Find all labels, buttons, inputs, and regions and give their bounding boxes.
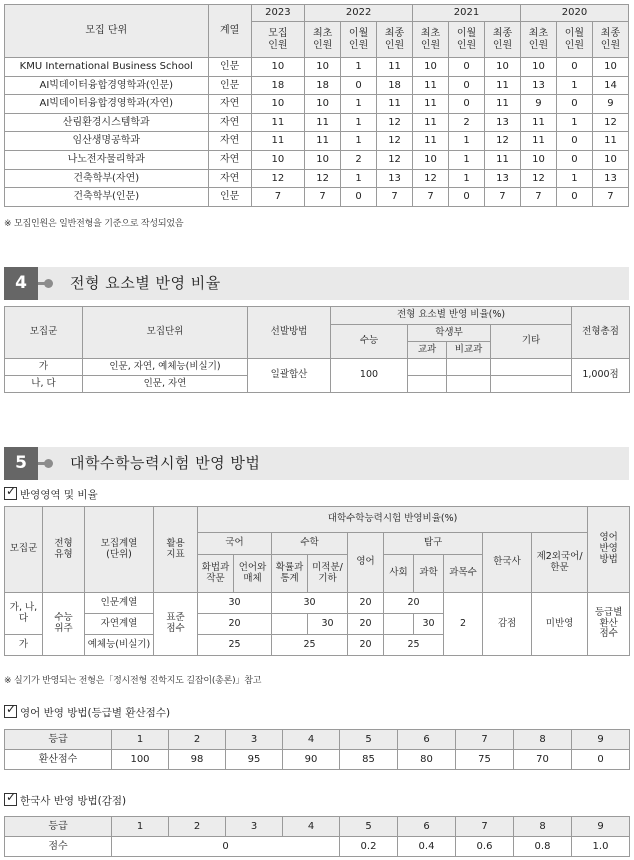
ratio-header: 전형 요소별 반영 비율(%) [331, 307, 572, 325]
value-cell: 1 [556, 113, 592, 132]
grade-cell: 7 [456, 817, 514, 837]
value-cell: 11 [251, 132, 304, 151]
value-cell: 12 [413, 169, 449, 188]
value-cell: 12 [251, 169, 304, 188]
value-cell: 11 [484, 150, 520, 169]
value-cell: 12 [520, 169, 556, 188]
table-row [5, 132, 629, 151]
group-cell: 가, 나, 다 [5, 593, 43, 635]
section-4-banner [4, 267, 629, 300]
col-field-header: 계열 [208, 5, 251, 58]
english-grade-row [5, 730, 630, 750]
value-cell: 10 [305, 58, 341, 77]
carryover-header: 이월 인원 [341, 22, 377, 58]
table-row [5, 169, 629, 188]
value-cell: 12 [305, 169, 341, 188]
subhead-history-text: 한국사 반영 방법(감점) [20, 795, 127, 807]
practical-note: ※ 실기가 반영되는 전형은「정시전형 진학지도 길잡이(총론)」참고 [4, 676, 262, 686]
value-cell: 10 [305, 150, 341, 169]
math-header: 수학 [272, 533, 348, 555]
grade-cell: 8 [514, 817, 572, 837]
score-cell: 95 [226, 750, 283, 770]
math-sub2-header: 미적분/ 기하 [308, 555, 348, 593]
group-cell: 나, 다 [5, 376, 83, 393]
value-cell: 1 [341, 113, 377, 132]
value-cell: 1 [449, 150, 485, 169]
math-cell: 25 [272, 635, 348, 656]
score-cell: 0.6 [456, 837, 514, 857]
grade-header: 등급 [5, 730, 112, 750]
grade-cell: 3 [226, 817, 283, 837]
score-cell: 75 [456, 750, 514, 770]
value-cell: 0 [556, 188, 592, 207]
korean-cell: 20 [198, 614, 272, 635]
value-cell: 0 [556, 95, 592, 114]
inquiry-cell: 20 [384, 593, 444, 614]
grade-cell: 6 [398, 817, 456, 837]
csat-cell: 100 [331, 359, 408, 393]
math-cell: 30 [308, 614, 348, 635]
english-score-table [4, 729, 630, 770]
value-cell: 0 [556, 58, 592, 77]
empty-cell [447, 376, 491, 393]
csat-method-table [4, 506, 630, 656]
value-cell: 10 [251, 95, 304, 114]
unit-header: 모집계열 (단위) [85, 507, 154, 593]
value-cell: 1 [556, 76, 592, 95]
value-cell: 11 [305, 113, 341, 132]
value-cell: 1 [341, 169, 377, 188]
value-cell: 18 [377, 76, 413, 95]
section-number: 5 [4, 447, 38, 480]
value-cell: 0 [556, 132, 592, 151]
group-header: 모집군 [5, 507, 43, 593]
inquiry-header: 탐구 [384, 533, 483, 555]
value-cell: 18 [251, 76, 304, 95]
score-cell: 0.4 [398, 837, 456, 857]
year-2020-header: 2020 [520, 5, 628, 22]
nonsubject-header: 비교과 [447, 342, 491, 359]
unit-cell: 인문, 자연 [83, 376, 248, 393]
value-cell: 11 [592, 132, 628, 151]
checkbox-icon: ✓ [6, 484, 17, 498]
initial-header: 최초 인원 [413, 22, 449, 58]
value-cell: 12 [377, 113, 413, 132]
method-cell: 일괄합산 [248, 359, 331, 393]
field-cell: 자연 [208, 95, 251, 114]
unit-cell: 인문, 자연, 예체능(비실기) [83, 359, 248, 376]
value-cell: 0 [449, 76, 485, 95]
year-2021-header: 2021 [413, 5, 521, 22]
grade-cell: 1 [112, 730, 169, 750]
school-record-header: 학생부 [408, 325, 491, 342]
score-cell: 85 [340, 750, 398, 770]
value-cell: 12 [377, 132, 413, 151]
section-number: 4 [4, 267, 38, 300]
group-cell: 가 [5, 635, 43, 656]
value-cell: 11 [413, 95, 449, 114]
ratio-header: 대학수학능력시험 반영비율(%) [198, 507, 588, 533]
table-row [5, 113, 629, 132]
table-row [5, 76, 629, 95]
math-sub1-header: 확률과 통계 [272, 555, 308, 593]
unit-cell: 건축학부(인문) [5, 188, 209, 207]
english-score-row [5, 750, 630, 770]
field-cell: 자연 [208, 113, 251, 132]
value-cell: 11 [520, 113, 556, 132]
field-cell: 자연 [208, 132, 251, 151]
subject-count-cell: 2 [444, 593, 483, 656]
subhead-history [4, 790, 127, 808]
value-cell: 7 [377, 188, 413, 207]
value-cell: 1 [449, 132, 485, 151]
banner-dot-icon [44, 459, 53, 468]
value-cell: 0 [449, 58, 485, 77]
value-cell: 14 [592, 76, 628, 95]
value-cell: 11 [305, 132, 341, 151]
grade-header: 등급 [5, 817, 112, 837]
value-cell: 1 [449, 169, 485, 188]
second-language-cell: 미반영 [532, 593, 588, 656]
english-method-cell: 등급별 환산 점수 [588, 593, 630, 656]
value-cell: 7 [251, 188, 304, 207]
value-cell: 0 [449, 188, 485, 207]
field-cell: 인문 [208, 76, 251, 95]
type-header: 전형 유형 [43, 507, 85, 593]
field-cell: 인문 [208, 188, 251, 207]
english-cell: 20 [348, 593, 384, 614]
second-language-header: 제2외국어/ 한문 [532, 533, 588, 593]
value-cell: 1 [341, 132, 377, 151]
history-grade-row [5, 817, 630, 837]
etc-header: 기타 [491, 325, 572, 359]
empty-cell [447, 359, 491, 376]
value-cell: 11 [377, 95, 413, 114]
score-cell: 1.0 [572, 837, 630, 857]
subhead-ratio [4, 484, 98, 502]
english-cell: 20 [348, 614, 384, 635]
grade-cell: 6 [398, 730, 456, 750]
grade-cell: 7 [456, 730, 514, 750]
score-cell: 98 [169, 750, 226, 770]
subject-count-header: 과목수 [444, 555, 483, 593]
final-header: 최종 인원 [377, 22, 413, 58]
history-score-table [4, 816, 630, 857]
inquiry-cell: 25 [384, 635, 444, 656]
field-cell: 인문 [208, 58, 251, 77]
quota-header: 모집 인원 [251, 22, 304, 58]
value-cell: 13 [377, 169, 413, 188]
checkbox-icon: ✓ [6, 790, 17, 804]
value-cell: 10 [592, 150, 628, 169]
score-cell: 100 [112, 750, 169, 770]
field-cell: 자연 [208, 150, 251, 169]
score-cell: 0.2 [340, 837, 398, 857]
value-cell: 10 [305, 95, 341, 114]
total-cell: 1,000점 [572, 359, 630, 393]
table-row [5, 188, 629, 207]
english-cell: 20 [348, 635, 384, 656]
admission-history-body [5, 58, 629, 207]
value-cell: 11 [377, 58, 413, 77]
unit-cell: 건축학부(자연) [5, 169, 209, 188]
method-header: 선발방법 [248, 307, 331, 359]
grade-cell: 5 [340, 730, 398, 750]
value-cell: 7 [305, 188, 341, 207]
grade-cell: 4 [283, 817, 340, 837]
value-cell: 0 [341, 76, 377, 95]
value-cell: 9 [592, 95, 628, 114]
field-cell: 자연 [208, 169, 251, 188]
science-header: 과학 [414, 555, 444, 593]
inquiry-cell: 30 [414, 614, 444, 635]
grade-cell: 9 [572, 817, 630, 837]
section-title: 전형 요소별 반영 비율 [70, 274, 221, 292]
score-cell: 0.8 [514, 837, 572, 857]
value-cell: 10 [484, 58, 520, 77]
col-unit-header: 모집 단위 [5, 5, 209, 58]
value-cell: 11 [251, 113, 304, 132]
empty-cell [491, 376, 572, 393]
value-cell: 12 [484, 132, 520, 151]
value-cell: 0 [341, 188, 377, 207]
csat-header: 수능 [331, 325, 408, 359]
value-cell: 11 [484, 95, 520, 114]
value-cell: 0 [556, 150, 592, 169]
value-cell: 10 [413, 58, 449, 77]
table-row [5, 58, 629, 77]
empty-cell [491, 359, 572, 376]
value-cell: 12 [377, 150, 413, 169]
banner-dot-icon [44, 279, 53, 288]
initial-header: 최초 인원 [305, 22, 341, 58]
table-row [5, 95, 629, 114]
score-label: 점수 [5, 837, 112, 857]
unit-cell: AI빅데이터융합경영학과(인문) [5, 76, 209, 95]
english-header: 영어 [348, 533, 384, 593]
element-ratio-table [4, 306, 630, 393]
history-score-row [5, 837, 630, 857]
subhead-english-text: 영어 반영 방법(등급별 환산점수) [20, 707, 171, 719]
unit-cell: 자연계열 [85, 614, 154, 635]
grade-cell: 9 [572, 730, 630, 750]
grade-cell: 3 [226, 730, 283, 750]
empty-cell [272, 614, 308, 635]
score-cell: 90 [283, 750, 340, 770]
unit-cell: 예체능(비실기) [85, 635, 154, 656]
grade-cell: 5 [340, 817, 398, 837]
zero-score-cell: 0 [112, 837, 340, 857]
grade-cell: 2 [169, 730, 226, 750]
grade-cell: 4 [283, 730, 340, 750]
checkbox-icon: ✓ [6, 702, 17, 716]
carryover-header: 이월 인원 [556, 22, 592, 58]
score-cell: 70 [514, 750, 572, 770]
value-cell: 7 [592, 188, 628, 207]
carryover-header: 이월 인원 [449, 22, 485, 58]
value-cell: 13 [484, 169, 520, 188]
value-cell: 1 [556, 169, 592, 188]
history-cell: 감점 [483, 593, 532, 656]
value-cell: 9 [520, 95, 556, 114]
value-cell: 2 [341, 150, 377, 169]
unit-cell: 산림환경시스템학과 [5, 113, 209, 132]
group-cell: 가 [5, 359, 83, 376]
history-header: 한국사 [483, 533, 532, 593]
section-title: 대학수학능력시험 반영 방법 [70, 454, 261, 472]
value-cell: 13 [520, 76, 556, 95]
value-cell: 7 [413, 188, 449, 207]
unit-cell: AI빅데이터융합경영학과(자연) [5, 95, 209, 114]
grade-cell: 1 [112, 817, 169, 837]
value-cell: 12 [592, 113, 628, 132]
value-cell: 11 [413, 76, 449, 95]
year-2022-header: 2022 [305, 5, 413, 22]
value-cell: 11 [520, 132, 556, 151]
value-cell: 10 [592, 58, 628, 77]
empty-cell [408, 359, 447, 376]
value-cell: 0 [449, 95, 485, 114]
value-cell: 11 [413, 132, 449, 151]
quota-note: ※ 모집인원은 일반전형을 기준으로 작성되었음 [4, 219, 184, 229]
unit-cell: 나노전자물리학과 [5, 150, 209, 169]
value-cell: 1 [341, 95, 377, 114]
value-cell: 10 [520, 58, 556, 77]
index-header: 활용 지표 [154, 507, 198, 593]
social-header: 사회 [384, 555, 414, 593]
unit-header: 모집단위 [83, 307, 248, 359]
value-cell: 7 [520, 188, 556, 207]
score-cell: 0 [572, 750, 630, 770]
final-header: 최종 인원 [484, 22, 520, 58]
subhead-english [4, 702, 171, 720]
korean-sub1-header: 화법과 작문 [198, 555, 234, 593]
empty-cell [408, 376, 447, 393]
value-cell: 18 [305, 76, 341, 95]
subject-header: 교과 [408, 342, 447, 359]
value-cell: 10 [251, 58, 304, 77]
value-cell: 10 [251, 150, 304, 169]
unit-cell: 인문계열 [85, 593, 154, 614]
value-cell: 10 [413, 150, 449, 169]
value-cell: 7 [484, 188, 520, 207]
empty-cell [384, 614, 414, 635]
section-5-banner [4, 447, 629, 480]
type-cell: 수능 위주 [43, 593, 85, 656]
initial-header: 최초 인원 [520, 22, 556, 58]
year-2023-header: 2023 [251, 5, 304, 22]
english-method-header: 영어 반영 방법 [588, 507, 630, 593]
grade-cell: 2 [169, 817, 226, 837]
value-cell: 2 [449, 113, 485, 132]
value-cell: 11 [413, 113, 449, 132]
grade-cell: 8 [514, 730, 572, 750]
unit-cell: 임산생명공학과 [5, 132, 209, 151]
korean-header: 국어 [198, 533, 272, 555]
value-cell: 11 [484, 76, 520, 95]
value-cell: 1 [341, 58, 377, 77]
math-cell: 30 [272, 593, 348, 614]
admission-history-table [4, 4, 629, 207]
final-header: 최종 인원 [592, 22, 628, 58]
value-cell: 13 [484, 113, 520, 132]
total-header: 전형총점 [572, 307, 630, 359]
score-cell: 80 [398, 750, 456, 770]
value-cell: 10 [520, 150, 556, 169]
table-row [5, 150, 629, 169]
index-cell: 표준 점수 [154, 593, 198, 656]
unit-cell: KMU International Business School [5, 58, 209, 77]
subhead-ratio-text: 반영영역 및 비율 [20, 489, 98, 501]
score-label: 환산점수 [5, 750, 112, 770]
group-header: 모집군 [5, 307, 83, 359]
korean-cell: 30 [198, 593, 272, 614]
korean-cell: 25 [198, 635, 272, 656]
korean-sub2-header: 언어와 매체 [234, 555, 272, 593]
value-cell: 13 [592, 169, 628, 188]
